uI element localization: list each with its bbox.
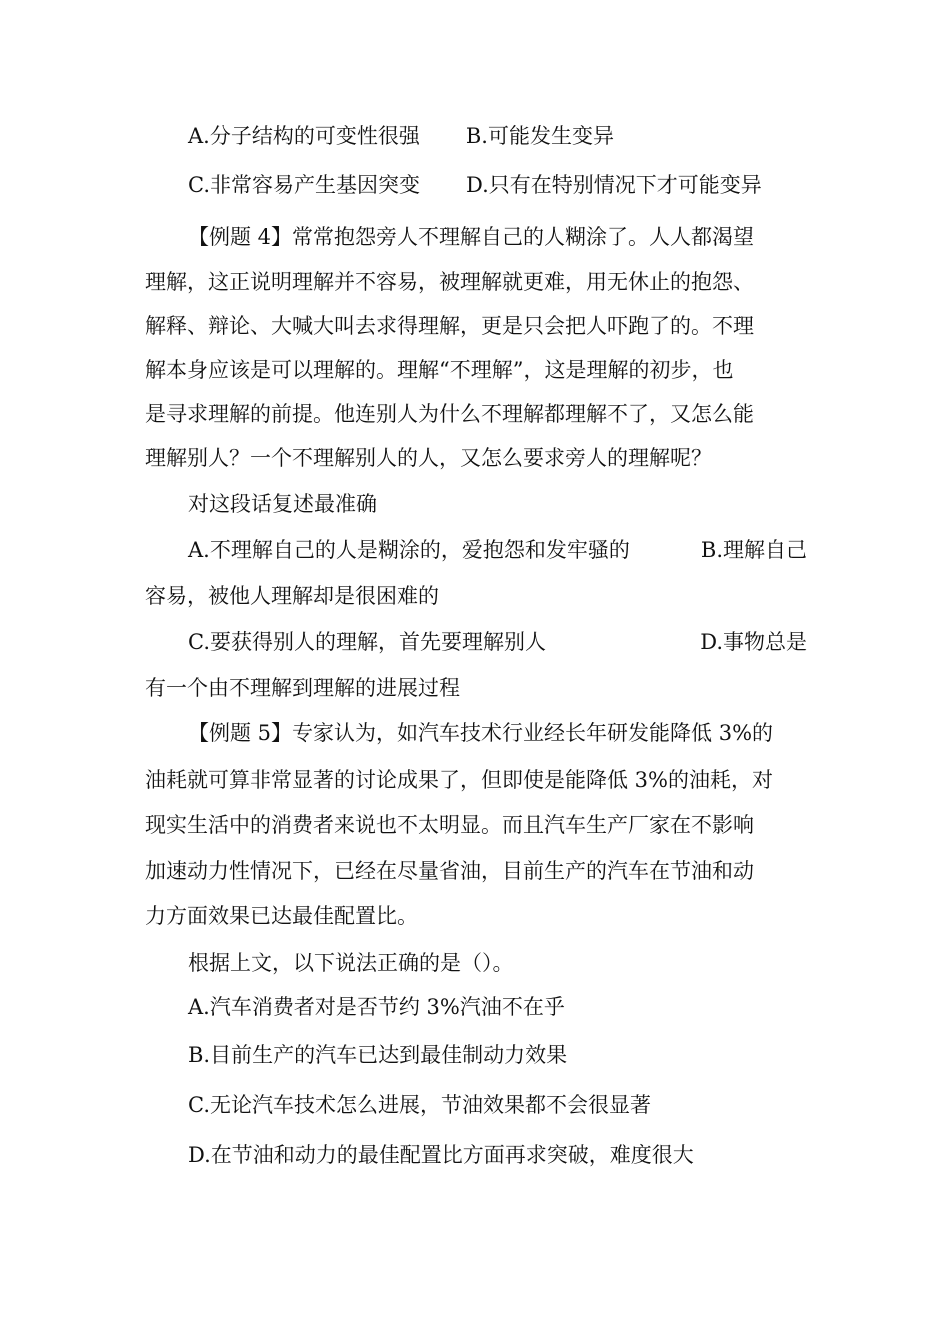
example5-line-1: 【例题 5】专家认为，如汽车技术行业经长年研发能降低 3%的: [188, 721, 774, 745]
example5-option-b: B.目前生产的汽车已达到最佳制动力效果: [188, 1043, 568, 1067]
example4-line-1: 【例题 4】常常抱怨旁人不理解自己的人糊涂了。人人都渴望: [188, 225, 755, 249]
example5-option-a: A.汽车消费者对是否节约 3%汽油不在乎: [188, 995, 565, 1019]
example5-option-d: D.在节油和动力的最佳配置比方面再求突破，难度很大: [188, 1143, 694, 1167]
example5-line-2: 油耗就可算非常显著的讨论成果了，但即使是能降低 3%的油耗，对: [145, 768, 773, 792]
prev-option-d: D.只有在特别情况下才可能变异: [466, 173, 762, 197]
example4-option-d-start: D.事物总是: [700, 630, 807, 654]
example4-option-d-cont: 有一个由不理解到理解的进展过程: [145, 676, 460, 700]
example4-option-c: C.要获得别人的理解，首先要理解别人: [188, 630, 546, 654]
example4-option-b-start: B.理解自己: [700, 538, 807, 562]
prev-option-b: B.可能发生变异: [465, 124, 614, 148]
example4-line-2: 理解，这正说明理解并不容易，被理解就更难，用无休止的抱怨、: [145, 270, 754, 294]
example5-line-4: 加速动力性情况下，已经在尽量省油，目前生产的汽车在节油和动: [145, 859, 754, 883]
example4-line-4: 解本身应该是可以理解的。理解“不理解”，这是理解的初步，也: [145, 358, 734, 382]
example4-line-5: 是寻求理解的前提。他连别人为什么不理解都理解不了，又怎么能: [145, 402, 754, 426]
options-row-ab: [188, 121, 807, 151]
prev-option-c: C.非常容易产生基因突变: [188, 173, 420, 197]
example4-options-row-ab: [188, 535, 807, 565]
example5-question: 根据上文，以下说法正确的是（）。: [188, 951, 514, 975]
example5-option-c: C.无论汽车技术怎么进展，节油效果都不会很显著: [188, 1093, 651, 1117]
example4-option-b-cont: 容易，被他人理解却是很困难的: [145, 584, 439, 608]
example5-line-3: 现实生活中的消费者来说也不太明显。而且汽车生产厂家在不影响: [145, 813, 754, 837]
example5-line-5: 力方面效果已达最佳配置比。: [145, 904, 418, 928]
options-row-cd: [188, 170, 807, 200]
prev-option-a: A.分子结构的可变性很强: [188, 124, 420, 148]
example4-line-3: 解释、辩论、大喊大叫去求得理解，更是只会把人吓跑了的。不理: [145, 314, 754, 338]
example4-question: 对这段话复述最准确: [188, 492, 377, 516]
example4-options-row-cd: [188, 627, 807, 657]
example4-line-6: 理解别人？一个不理解别人的人，又怎么要求旁人的理解呢？: [145, 446, 712, 470]
example4-option-a: A.不理解自己的人是糊涂的，爱抱怨和发牢骚的: [188, 538, 630, 562]
